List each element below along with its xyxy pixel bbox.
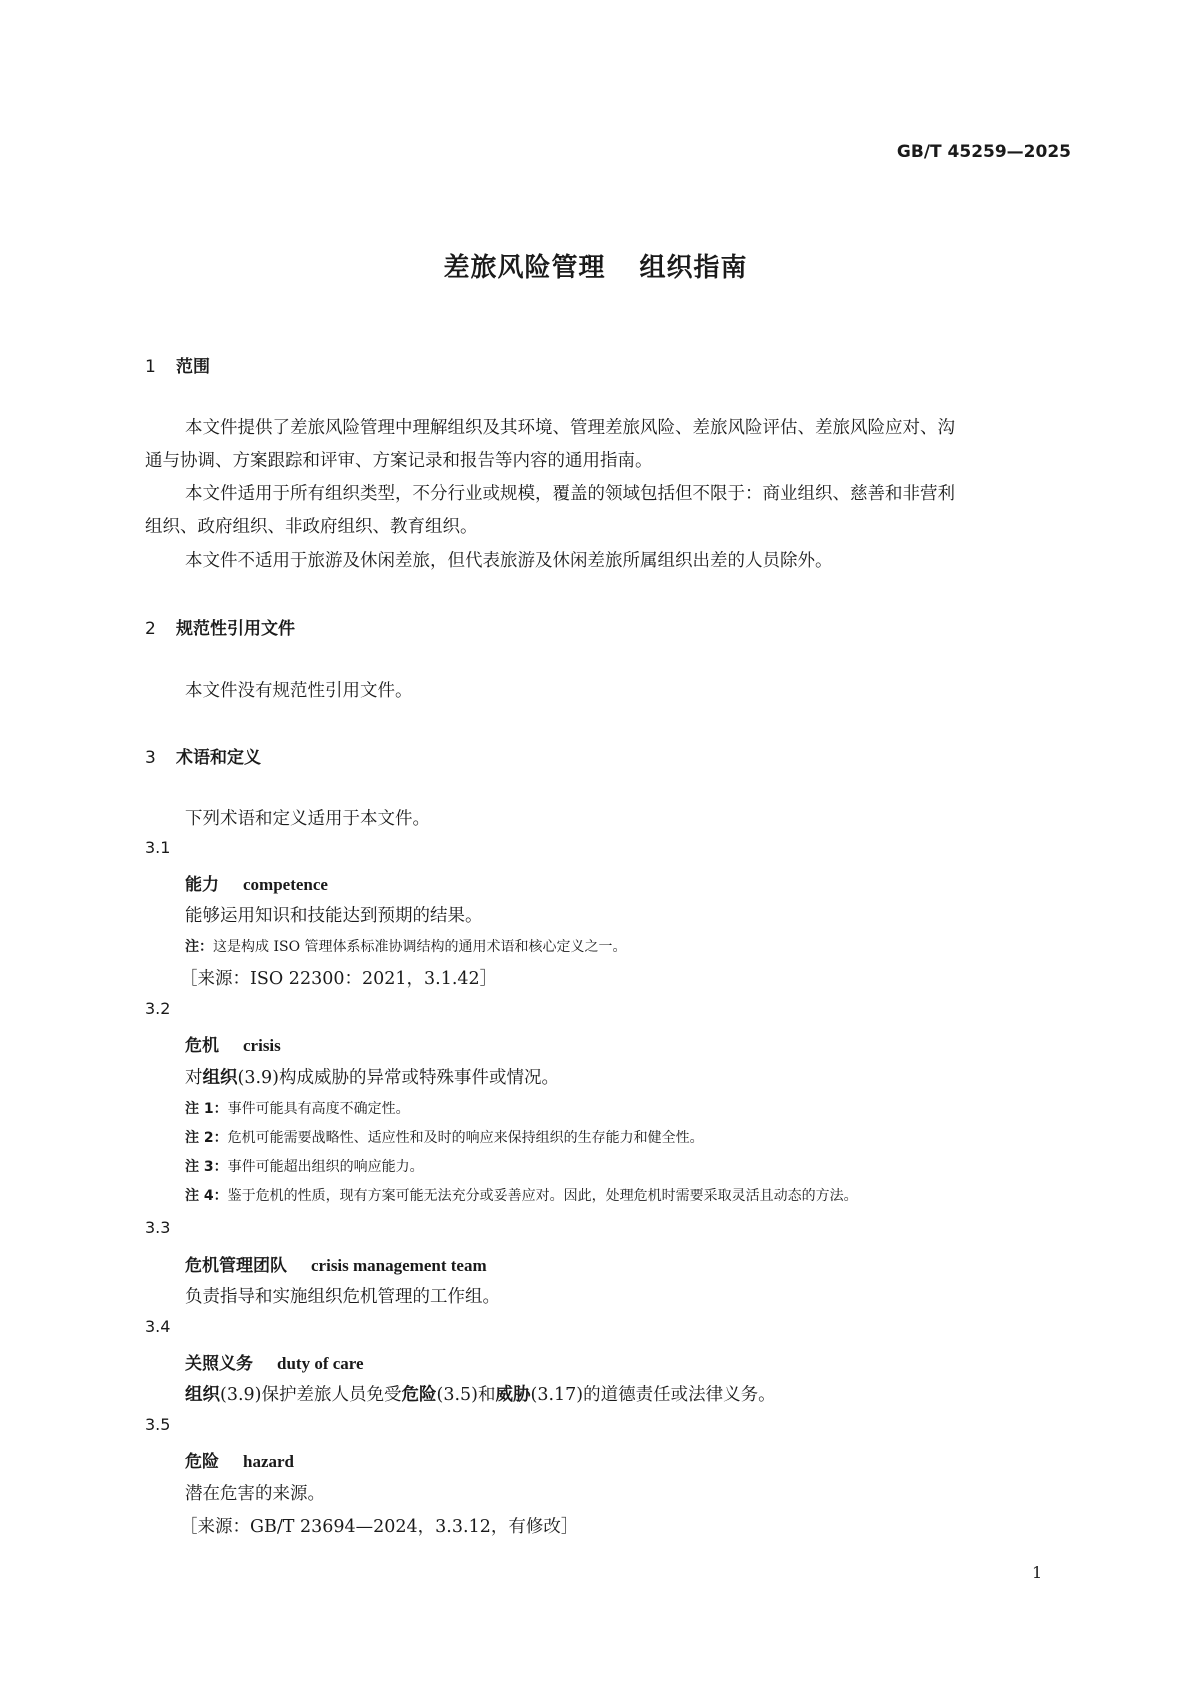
term-3-4-heading bbox=[185, 1349, 364, 1374]
scope-para-2-line-1: 本文件适用于所有组织类型，不分行业或规模，覆盖的领域包括但不限于：商业组织、慈善和非营利 bbox=[185, 484, 955, 504]
scope-para-1-line-1: 本文件提供了差旅风险管理中理解组织及其环境、管理差旅风险、差旅风险评估、差旅风险应对、沟 bbox=[185, 418, 955, 438]
note-label: 注 3： bbox=[185, 1159, 228, 1175]
section-2-title: 规范性引用文件 bbox=[176, 619, 295, 639]
term-3-4-definition bbox=[185, 1381, 776, 1406]
note-label: 注： bbox=[185, 939, 213, 955]
definition-text: (3.9)构成威胁的异常或特殊事件或情况。 bbox=[237, 1068, 559, 1088]
section-2-heading bbox=[145, 614, 295, 639]
term-3-3-definition: 负责指导和实施组织危机管理的工作组。 bbox=[185, 1287, 500, 1307]
term-3-5-definition: 潜在危害的来源。 bbox=[185, 1484, 325, 1504]
note-text: 这是构成 ISO 管理体系标准协调结构的通用术语和核心定义之一。 bbox=[213, 939, 627, 955]
section-1-number: 1 bbox=[145, 357, 156, 377]
scope-para-1-line-2: 通与协调、方案跟踪和评审、方案记录和报告等内容的通用指南。 bbox=[145, 451, 653, 471]
term-3-4-en: duty of care bbox=[277, 1354, 364, 1373]
term-reference: 危险 bbox=[401, 1385, 437, 1405]
terms-intro-para: 下列术语和定义适用于本文件。 bbox=[185, 809, 430, 829]
standard-number: GB/T 45259—2025 bbox=[896, 142, 1071, 162]
page-number: 1 bbox=[1032, 1563, 1043, 1582]
note-label: 注 4： bbox=[185, 1188, 228, 1204]
term-reference: 威胁 bbox=[495, 1385, 531, 1405]
term-3-3-heading bbox=[185, 1251, 487, 1276]
term-3-2-note-1 bbox=[185, 1098, 410, 1118]
definition-text: 对 bbox=[185, 1068, 203, 1088]
term-3-1-zh: 能力 bbox=[185, 875, 219, 895]
section-3-number: 3 bbox=[145, 748, 156, 768]
title-part-2: 组织指南 bbox=[639, 253, 748, 283]
term-reference: 组织 bbox=[202, 1068, 238, 1088]
definition-text: (3.9)保护差旅人员免受 bbox=[220, 1385, 402, 1405]
term-3-1-note bbox=[185, 936, 627, 956]
term-3-5-source: ［来源：GB/T 23694—2024，3.3.12，有修改］ bbox=[180, 1517, 579, 1537]
term-3-2-number: 3.2 bbox=[145, 999, 171, 1018]
document-title bbox=[0, 247, 1191, 284]
definition-text: (3.17)的道德责任或法律义务。 bbox=[530, 1385, 776, 1405]
term-3-2-note-3 bbox=[185, 1156, 424, 1176]
note-label: 注 2： bbox=[185, 1130, 228, 1146]
term-3-5-number: 3.5 bbox=[145, 1415, 171, 1434]
term-3-3-number: 3.3 bbox=[145, 1218, 171, 1237]
term-3-2-zh: 危机 bbox=[185, 1036, 219, 1056]
note-text: 鉴于危机的性质，现有方案可能无法充分或妥善应对。因此，处理危机时需要采取灵活且动态的方法。 bbox=[227, 1188, 858, 1204]
term-3-1-en: competence bbox=[243, 875, 328, 894]
section-2-number: 2 bbox=[145, 619, 156, 639]
term-3-2-heading bbox=[185, 1031, 281, 1056]
scope-para-3: 本文件不适用于旅游及休闲差旅，但代表旅游及休闲差旅所属组织出差的人员除外。 bbox=[185, 551, 833, 571]
term-3-3-en: crisis management team bbox=[311, 1256, 487, 1275]
section-1-title: 范围 bbox=[176, 357, 210, 377]
note-text: 危机可能需要战略性、适应性和及时的响应来保持组织的生存能力和健全性。 bbox=[227, 1130, 704, 1146]
term-3-5-en: hazard bbox=[243, 1452, 294, 1471]
term-3-3-zh: 危机管理团队 bbox=[185, 1256, 287, 1276]
term-3-2-en: crisis bbox=[243, 1036, 281, 1055]
term-3-2-definition bbox=[185, 1064, 559, 1089]
term-3-4-zh: 关照义务 bbox=[185, 1354, 253, 1374]
term-3-5-zh: 危险 bbox=[185, 1452, 219, 1472]
term-3-1-heading bbox=[185, 870, 328, 895]
term-3-1-definition: 能够运用知识和技能达到预期的结果。 bbox=[185, 906, 483, 926]
note-text: 事件可能具有高度不确定性。 bbox=[227, 1101, 410, 1117]
term-3-1-source: ［来源：ISO 22300：2021，3.1.42］ bbox=[180, 969, 498, 989]
term-3-1-number: 3.1 bbox=[145, 838, 171, 857]
note-text: 事件可能超出组织的响应能力。 bbox=[227, 1159, 424, 1175]
scope-para-2-line-2: 组织、政府组织、非政府组织、教育组织。 bbox=[145, 517, 478, 537]
section-3-title: 术语和定义 bbox=[176, 748, 261, 768]
term-3-4-number: 3.4 bbox=[145, 1317, 171, 1336]
definition-text: (3.5)和 bbox=[436, 1385, 496, 1405]
section-1-heading bbox=[145, 352, 210, 377]
term-3-2-note-2 bbox=[185, 1127, 704, 1147]
title-part-1: 差旅风险管理 bbox=[443, 253, 606, 283]
section-3-heading bbox=[145, 743, 261, 768]
normative-refs-para: 本文件没有规范性引用文件。 bbox=[185, 681, 413, 701]
term-3-2-note-4 bbox=[185, 1185, 858, 1205]
note-label: 注 1： bbox=[185, 1101, 228, 1117]
term-reference: 组织 bbox=[185, 1385, 220, 1405]
term-3-5-heading bbox=[185, 1447, 294, 1472]
